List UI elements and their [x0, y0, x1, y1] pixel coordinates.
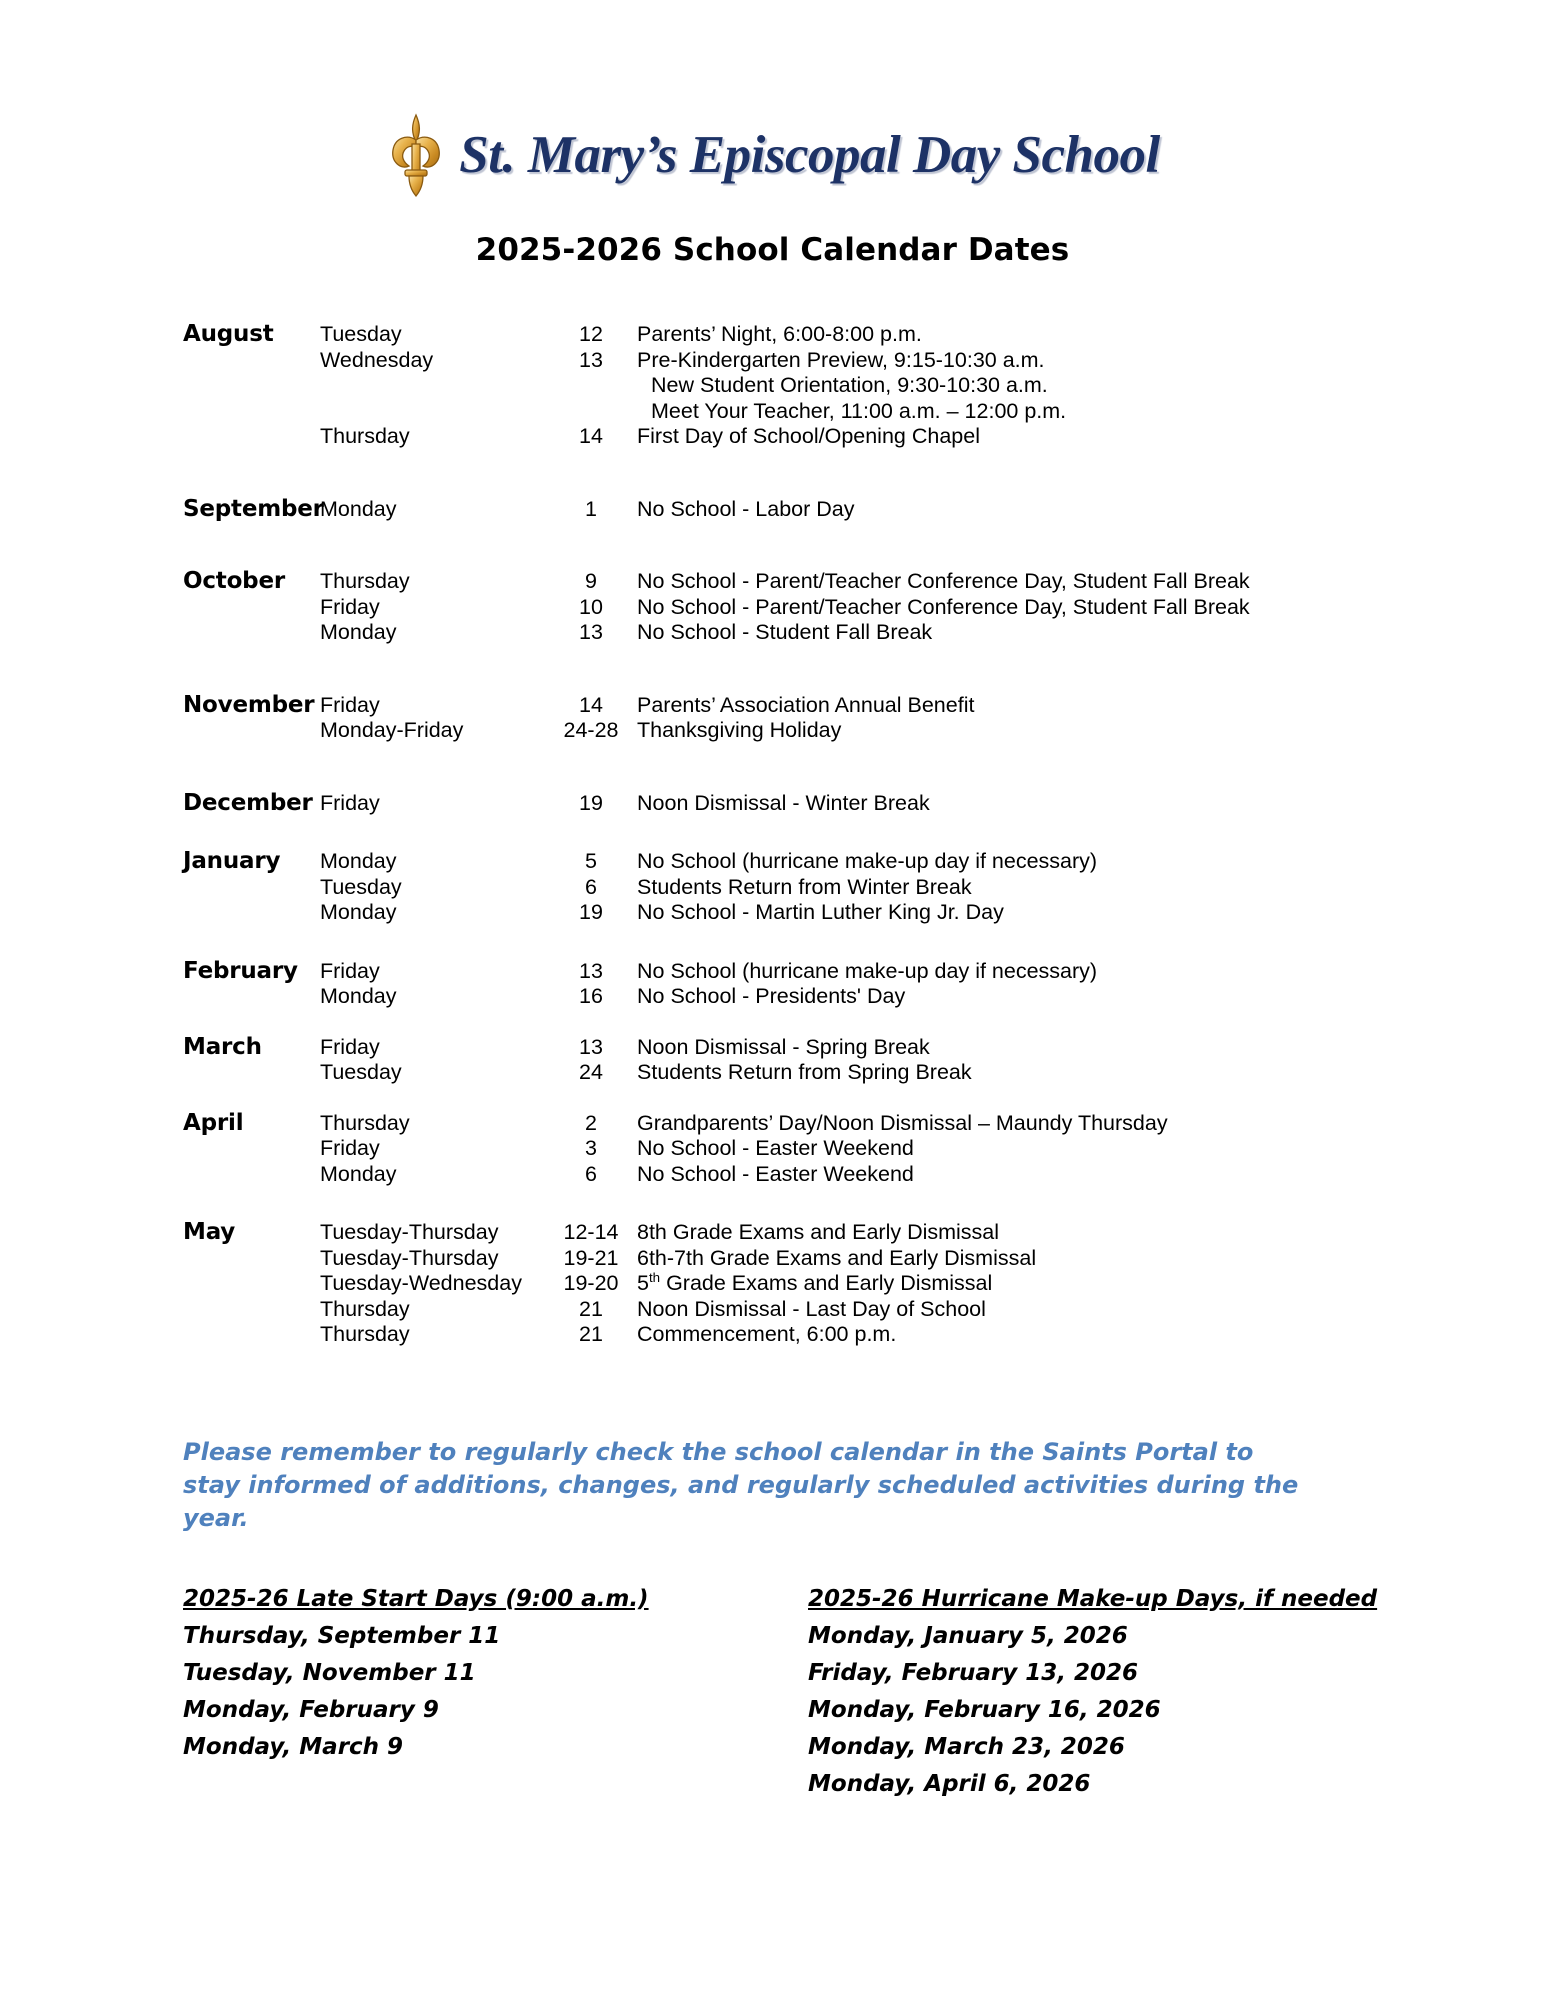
event-date: 1	[585, 496, 597, 521]
event-description: Noon Dismissal - Spring Break	[637, 1034, 930, 1059]
event-weekday: Monday	[320, 900, 397, 924]
month-events	[320, 569, 1383, 646]
school-name: St. Mary’s Episcopal Day School	[459, 125, 1160, 184]
event-weekday: Monday	[320, 984, 397, 1008]
event-description: No School (hurricane make-up day if necessary)	[637, 849, 1098, 873]
event-description: Pre-Kindergarten Preview, 9:15-10:30 a.m.	[637, 347, 1045, 372]
event-date: 12-14	[563, 1220, 619, 1244]
calendar-row	[320, 900, 1383, 926]
event-date: 13	[579, 1034, 603, 1059]
event-description: No School - Parent/Teacher Conference Day, Student Fall Break	[637, 569, 1250, 593]
month-name: August	[183, 321, 274, 347]
event-weekday: Thursday	[320, 1296, 410, 1321]
month-spacer	[183, 744, 1383, 791]
event-description: No School - Easter Weekend	[637, 1161, 914, 1186]
month-events	[320, 693, 1383, 744]
month-block	[183, 1220, 1383, 1348]
school-logo	[0, 0, 1545, 198]
event-weekday: Thursday	[320, 1322, 410, 1346]
list-item: Tuesday, November 11	[183, 1659, 476, 1686]
month-events	[320, 1035, 1383, 1086]
event-weekday: Thursday	[320, 1110, 410, 1135]
event-description: Noon Dismissal - Winter Break	[637, 790, 930, 815]
month-events	[320, 1220, 1383, 1348]
event-date: 3	[585, 1136, 597, 1160]
event-description: No School - Martin Luther King Jr. Day	[637, 900, 1004, 924]
month-name: February	[183, 957, 298, 984]
month-name: January	[183, 848, 281, 874]
event-weekday: Monday	[320, 620, 397, 644]
event-date: 19-20	[563, 1271, 619, 1295]
month-name: March	[183, 1033, 262, 1060]
calendar-row	[320, 1322, 1383, 1348]
list-item: Monday, February 16, 2026	[808, 1696, 1161, 1723]
month-events	[320, 959, 1383, 1010]
late-start-days-column	[183, 1581, 808, 1803]
event-weekday: Monday	[320, 496, 397, 521]
portal-reminder-note: Please remember to regularly check the school calendar in the Saints Portal to stay informed of additions, changes, and regularly scheduled activities during the year.	[183, 1437, 1299, 1532]
calendar-row	[320, 373, 1383, 399]
calendar-row	[320, 322, 1383, 348]
event-description: 8th Grade Exams and Early Dismissal	[637, 1220, 1000, 1244]
late-start-days-title: 2025-26 Late Start Days (9:00 a.m.)	[183, 1585, 649, 1612]
event-date: 12	[579, 322, 603, 346]
calendar-table	[183, 322, 1383, 1348]
month-block	[183, 693, 1383, 744]
hurricane-makeup-days-title: 2025-26 Hurricane Make-up Days, if needed	[808, 1585, 1378, 1612]
event-description: Parents’ Night, 6:00-8:00 p.m.	[637, 322, 922, 346]
month-block	[183, 1111, 1383, 1188]
event-date: 5	[585, 849, 597, 873]
event-description: Grandparents’ Day/Noon Dismissal – Maundy Thursday	[637, 1110, 1168, 1135]
calendar-row	[320, 959, 1383, 985]
calendar-row	[320, 693, 1383, 719]
event-date: 6	[585, 1161, 597, 1186]
calendar-row	[320, 1111, 1383, 1137]
event-description: Students Return from Winter Break	[637, 874, 972, 899]
event-description: No School (hurricane make-up day if necessary)	[637, 958, 1098, 983]
calendar-row	[320, 984, 1383, 1010]
event-weekday: Friday	[320, 1136, 380, 1160]
month-spacer	[183, 646, 1383, 693]
list-item: Monday, April 6, 2026	[808, 1770, 1091, 1797]
month-spacer	[183, 1187, 1383, 1220]
month-spacer	[183, 816, 1383, 849]
hurricane-makeup-days-column	[808, 1581, 1377, 1803]
month-block	[183, 849, 1383, 926]
month-name: November	[183, 691, 315, 718]
calendar-row	[320, 424, 1383, 450]
supplemental-lists	[183, 1581, 1378, 1803]
event-description: Meet Your Teacher, 11:00 a.m. – 12:00 p.m.	[651, 398, 1067, 423]
event-description: No School - Student Fall Break	[637, 620, 933, 644]
event-date: 24	[579, 1060, 603, 1084]
month-block	[183, 497, 1383, 523]
month-events	[320, 1111, 1383, 1188]
event-weekday: Thursday	[320, 569, 410, 593]
event-weekday: Friday	[320, 1034, 380, 1059]
calendar-row	[320, 497, 1383, 523]
event-weekday: Tuesday-Thursday	[320, 1245, 499, 1270]
event-description: Thanksgiving Holiday	[637, 718, 842, 742]
event-date: 9	[585, 569, 597, 593]
event-description: 5th Grade Exams and Early Dismissal	[637, 1269, 993, 1295]
month-spacer	[183, 1010, 1383, 1035]
event-description: No School - Easter Weekend	[637, 1136, 914, 1160]
list-item: Monday, February 9	[183, 1696, 439, 1723]
calendar-row	[320, 620, 1383, 646]
event-date: 13	[579, 958, 603, 983]
event-description: Noon Dismissal - Last Day of School	[637, 1296, 986, 1321]
event-date: 21	[579, 1296, 603, 1321]
hurricane-makeup-days-list	[808, 1618, 1377, 1803]
list-item: Monday, January 5, 2026	[808, 1622, 1128, 1649]
event-description: Students Return from Spring Break	[637, 1060, 972, 1084]
month-spacer	[183, 926, 1383, 959]
month-name: October	[183, 568, 285, 594]
event-weekday: Tuesday	[320, 1060, 402, 1084]
calendar-row	[320, 1297, 1383, 1323]
event-date: 13	[579, 347, 603, 372]
event-date: 19-21	[563, 1245, 619, 1270]
month-name: May	[183, 1219, 236, 1245]
event-weekday: Friday	[320, 958, 380, 983]
calendar-row	[320, 718, 1383, 744]
event-weekday: Thursday	[320, 424, 410, 448]
event-weekday: Tuesday-Wednesday	[320, 1271, 522, 1295]
event-description: No School - Parent/Teacher Conference Day, Student Fall Break	[637, 594, 1250, 619]
calendar-row	[320, 595, 1383, 621]
month-events	[320, 497, 1383, 523]
month-block	[183, 959, 1383, 1010]
event-date: 19	[579, 900, 603, 924]
calendar-row	[320, 1246, 1383, 1272]
list-item: Friday, February 13, 2026	[808, 1659, 1138, 1686]
event-description: New Student Orientation, 9:30-10:30 a.m.	[651, 373, 1048, 397]
month-events	[320, 791, 1383, 817]
list-item: Monday, March 9	[183, 1733, 404, 1760]
calendar-row	[320, 849, 1383, 875]
month-name: December	[183, 789, 313, 816]
calendar-row	[320, 1035, 1383, 1061]
month-events	[320, 849, 1383, 926]
calendar-row	[320, 875, 1383, 901]
month-name: April	[183, 1109, 244, 1136]
event-date: 19	[579, 790, 603, 815]
month-events	[320, 322, 1383, 450]
event-weekday: Tuesday	[320, 322, 402, 346]
event-weekday: Monday	[320, 1161, 397, 1186]
month-block	[183, 569, 1383, 646]
event-description: Commencement, 6:00 p.m.	[637, 1322, 897, 1346]
event-weekday: Friday	[320, 594, 380, 619]
event-weekday: Friday	[320, 790, 380, 815]
calendar-row	[320, 791, 1383, 817]
page-title: 2025-2026 School Calendar Dates	[475, 232, 1070, 268]
late-start-days-list	[183, 1618, 808, 1766]
list-item: Monday, March 23, 2026	[808, 1733, 1125, 1760]
calendar-row	[320, 1162, 1383, 1188]
event-weekday: Wednesday	[320, 347, 434, 372]
calendar-row	[320, 348, 1383, 374]
list-item: Thursday, September 11	[183, 1622, 501, 1649]
event-weekday: Monday-Friday	[320, 718, 464, 742]
event-date: 2	[585, 1110, 597, 1135]
event-weekday: Tuesday-Thursday	[320, 1220, 499, 1244]
event-date: 24-28	[563, 718, 619, 742]
month-spacer	[183, 1086, 1383, 1111]
month-spacer	[183, 522, 1383, 569]
event-description: No School - Labor Day	[637, 496, 855, 521]
calendar-row	[320, 1271, 1383, 1297]
event-date: 21	[579, 1322, 603, 1346]
month-block	[183, 791, 1383, 817]
calendar-row	[320, 1060, 1383, 1086]
month-spacer	[183, 450, 1383, 497]
event-description: No School - Presidents' Day	[637, 984, 906, 1008]
event-date: 6	[585, 874, 597, 899]
calendar-row	[320, 569, 1383, 595]
fleur-de-lis-icon	[385, 112, 447, 198]
calendar-row	[320, 399, 1383, 425]
month-name: September	[183, 495, 324, 522]
event-weekday: Tuesday	[320, 874, 402, 899]
event-weekday: Friday	[320, 692, 380, 717]
event-date: 13	[579, 620, 603, 644]
event-description: First Day of School/Opening Chapel	[637, 424, 980, 448]
event-date: 16	[579, 984, 603, 1008]
calendar-row	[320, 1220, 1383, 1246]
month-block	[183, 1035, 1383, 1086]
event-date: 14	[579, 424, 603, 448]
event-weekday: Monday	[320, 849, 397, 873]
event-description: Parents’ Association Annual Benefit	[637, 692, 975, 717]
calendar-row	[320, 1136, 1383, 1162]
event-date: 14	[579, 692, 603, 717]
event-date: 10	[579, 594, 603, 619]
event-description: 6th-7th Grade Exams and Early Dismissal	[637, 1245, 1037, 1270]
month-block	[183, 322, 1383, 450]
